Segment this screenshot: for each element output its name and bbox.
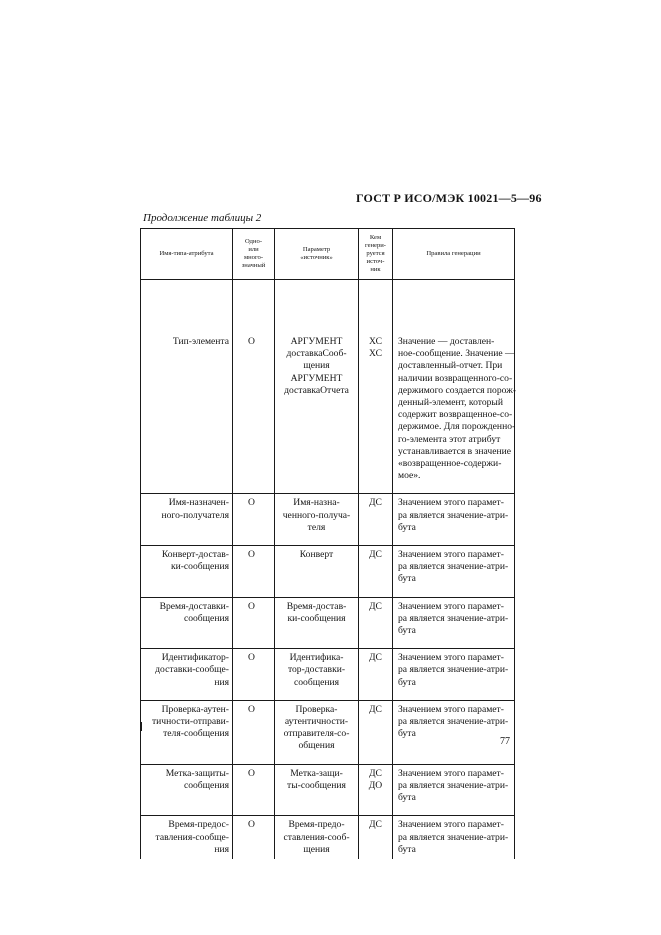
cell-text-line: ра является значение-атри-	[398, 664, 509, 676]
generation-rule-cell	[393, 764, 515, 807]
cell-text-line: ния	[214, 843, 229, 855]
cell-text-line: бута	[398, 573, 416, 585]
cell-text-line: О	[248, 819, 255, 831]
page-number: 77	[500, 736, 510, 747]
spacer-cell	[275, 589, 359, 598]
source-parameter-cell	[275, 700, 359, 755]
row-spacer	[141, 589, 515, 598]
cell-text-line: ставления-сооб-	[283, 831, 350, 843]
spacer-cell	[141, 640, 233, 649]
multiplicity-cell	[233, 597, 275, 640]
cell-text-line: ра является значение-атри-	[398, 831, 509, 843]
generation-rules-table	[140, 228, 515, 859]
attribute-name-cell	[141, 494, 233, 537]
spacer-cell	[141, 807, 233, 816]
generator-cell	[359, 764, 393, 807]
cell-text-line: Имя-назна-	[293, 497, 340, 509]
table-row	[141, 649, 515, 692]
cell-text-line: бута	[398, 521, 416, 533]
cell-text-line: сообщения	[183, 612, 229, 624]
cell-text-line: ра является значение-атри-	[398, 779, 509, 791]
cell-text-line: наличии возвращенного-со-	[398, 372, 513, 384]
cell-text-line: Значением этого парамет-	[398, 549, 504, 561]
spacer-cell	[359, 589, 393, 598]
spacer-cell	[275, 807, 359, 816]
cell-text-line: Имя-назначен-	[168, 497, 229, 509]
column-header-line: источ-	[366, 258, 385, 265]
cell-text-line: денный-элемент, который	[398, 397, 503, 409]
attribute-name-cell	[141, 700, 233, 755]
generator-cell	[359, 649, 393, 692]
cell-text-line: ра является значение-атри-	[398, 612, 509, 624]
spacer-cell	[359, 537, 393, 546]
spacer-cell	[275, 537, 359, 546]
cell-text-line: ДС	[369, 600, 382, 612]
cell-text-line: АРГУМЕНТ	[290, 336, 343, 347]
cell-text-line: ния	[214, 676, 229, 688]
generator-cell	[359, 700, 393, 755]
cell-text-line: сообщения	[293, 676, 340, 688]
spacer-cell	[141, 589, 233, 598]
spacer-cell	[393, 537, 515, 546]
cell-text-line: бута	[398, 792, 416, 804]
row-spacer	[141, 640, 515, 649]
generation-rule-cell	[393, 649, 515, 692]
cell-text-line: О	[248, 336, 255, 347]
spacer-cell	[141, 756, 233, 765]
cell-text-line: Проверка-аутен-	[161, 703, 229, 715]
multiplicity-cell	[233, 280, 275, 486]
cell-text-line: ра является значение-атри-	[398, 509, 509, 521]
spacer-cell	[233, 640, 275, 649]
spacer-cell	[141, 537, 233, 546]
multiplicity-cell	[233, 700, 275, 755]
cell-text-line: Значение — доставлен-	[398, 336, 495, 347]
spacer-cell	[275, 756, 359, 765]
spacer-cell	[359, 692, 393, 701]
table-row	[141, 764, 515, 807]
generation-rule-cell	[393, 816, 515, 859]
cell-text-line: ра является значение-атри-	[398, 716, 509, 728]
cell-text-line: Проверка-	[295, 703, 338, 715]
spacer-cell	[275, 692, 359, 701]
spacer-cell	[359, 640, 393, 649]
cell-text-line: Идентификатор-	[161, 652, 229, 664]
cell-text-line: бута	[398, 728, 416, 740]
cell-text-line: сообщения	[183, 779, 229, 791]
cell-text-line: щения	[303, 843, 330, 855]
row-spacer	[141, 807, 515, 816]
cell-text-line: отправителя-со-	[283, 728, 350, 740]
cell-text-line: общения	[298, 740, 335, 752]
attribute-name-cell	[141, 280, 233, 486]
source-parameter-cell	[275, 546, 359, 589]
column-header-line: «источник»	[300, 254, 333, 261]
spacer-cell	[233, 807, 275, 816]
cell-text-line: тичности-отправи-	[151, 716, 229, 728]
row-spacer	[141, 756, 515, 765]
cell-text-line: ДС	[369, 652, 382, 664]
source-parameter-cell	[275, 649, 359, 692]
cell-text-line: держимое. Для порожденно-	[398, 421, 516, 433]
cell-text-line: ки-сообщения	[287, 612, 346, 624]
row-spacer	[141, 692, 515, 701]
cell-text-line: Значением этого парамет-	[398, 497, 504, 509]
cell-text-line: аутентичности-	[284, 716, 349, 728]
column-header-rules	[393, 229, 515, 280]
cell-text-line: Метка-защиты-	[165, 767, 229, 779]
column-header-line: Кем	[369, 234, 382, 241]
cell-text-line: ХС	[369, 348, 382, 360]
attribute-name-cell	[141, 597, 233, 640]
generator-cell	[359, 494, 393, 537]
multiplicity-cell	[233, 764, 275, 807]
cell-text-line: О	[248, 703, 255, 715]
column-header-attribute	[141, 229, 233, 280]
row-spacer	[141, 537, 515, 546]
cell-text-line: О	[248, 767, 255, 779]
spacer-cell	[233, 589, 275, 598]
cell-text-line: Значением этого парамет-	[398, 703, 504, 715]
cell-text-line: ДС	[369, 549, 382, 561]
spacer-cell	[233, 692, 275, 701]
spacer-cell	[275, 640, 359, 649]
spacer-cell	[233, 537, 275, 546]
spacer-cell	[233, 756, 275, 765]
cell-text-line: го-элемента этот атрибут	[398, 433, 501, 445]
cell-text-line: щения	[303, 360, 330, 372]
cell-text-line: АРГУМЕНТ	[290, 372, 343, 384]
spacer-cell	[393, 756, 515, 765]
document-header: ГОСТ Р ИСО/МЭК 10021—5—96	[356, 191, 542, 205]
cell-text-line: мое».	[398, 470, 421, 482]
column-header-generator	[359, 229, 393, 280]
multiplicity-cell	[233, 494, 275, 537]
table-row	[141, 816, 515, 859]
table-row	[141, 700, 515, 755]
cell-text-line: ДС	[369, 703, 382, 715]
column-header-line: Параметр	[302, 246, 331, 253]
cell-text-line: Значением этого парамет-	[398, 767, 504, 779]
cell-text-line: О	[248, 652, 255, 664]
column-header-line: Имя-типа-атрибута	[159, 250, 214, 257]
column-header-line: значный	[241, 262, 266, 269]
cell-text-line: ХС	[369, 336, 382, 347]
column-header-line: Правила генерации	[426, 250, 481, 257]
source-parameter-cell	[275, 280, 359, 486]
cell-text-line: Метка-защи-	[290, 767, 343, 779]
cell-text-line: Время-доставки-	[159, 600, 229, 612]
cell-text-line: теля	[307, 521, 326, 533]
spacer-cell	[359, 485, 393, 494]
cell-text-line: тор-доставки-	[287, 664, 346, 676]
multiplicity-cell	[233, 649, 275, 692]
source-parameter-cell	[275, 494, 359, 537]
spacer-cell	[393, 640, 515, 649]
cell-text-line: доставкаСооб-	[286, 348, 347, 360]
source-parameter-cell	[275, 816, 359, 859]
attribute-name-cell	[141, 764, 233, 807]
spacer-cell	[359, 756, 393, 765]
cell-text-line: ное-сообщение. Значение —	[398, 348, 515, 360]
spacer-cell	[141, 485, 233, 494]
generator-cell	[359, 816, 393, 859]
cell-text-line: устанавливается в значение	[398, 445, 511, 457]
table-row	[141, 546, 515, 589]
attribute-name-cell	[141, 816, 233, 859]
spacer-cell	[233, 485, 275, 494]
table-row	[141, 597, 515, 640]
generation-rule-cell	[393, 597, 515, 640]
cell-text-line: Время-достав-	[286, 600, 347, 612]
cell-text-line: бута	[398, 625, 416, 637]
cell-text-line: «возвращенное-содержи-	[398, 458, 502, 470]
column-header-multiplicity	[233, 229, 275, 280]
table-row	[141, 280, 515, 486]
column-header-line: много-	[243, 254, 264, 261]
generation-rule-cell	[393, 700, 515, 755]
spacer-cell	[141, 692, 233, 701]
source-parameter-cell	[275, 764, 359, 807]
column-header-line: ник	[370, 266, 381, 273]
cell-text-line: Значением этого парамет-	[398, 819, 504, 831]
attribute-name-cell	[141, 546, 233, 589]
cell-text-line: Значением этого парамет-	[398, 652, 504, 664]
spacer-cell	[393, 485, 515, 494]
cell-text-line: Время-предос-	[168, 819, 229, 831]
source-parameter-cell	[275, 597, 359, 640]
cell-text-line: ДС	[369, 497, 382, 509]
generation-rule-cell	[393, 546, 515, 589]
generation-rule-cell	[393, 280, 515, 486]
generation-rule-cell	[393, 494, 515, 537]
multiplicity-cell	[233, 546, 275, 589]
spacer-cell	[393, 807, 515, 816]
cell-text-line: Время-предо-	[288, 819, 345, 831]
cell-text-line: тавления-сообще-	[155, 831, 229, 843]
cell-text-line: Тип-элемента	[172, 336, 229, 347]
cell-text-line: ты-сообщения	[287, 779, 346, 791]
column-header-line: Одно-	[244, 238, 263, 245]
cell-text-line: доставленный-отчет. При	[398, 360, 503, 372]
cell-text-line: Конверт	[299, 549, 334, 561]
spacer-cell	[393, 589, 515, 598]
cell-text-line: бута	[398, 843, 416, 855]
cell-text-line: О	[248, 549, 255, 561]
spacer-cell	[275, 485, 359, 494]
cell-text-line: бута	[398, 676, 416, 688]
spacer-cell	[359, 807, 393, 816]
cell-text-line: Значением этого парамет-	[398, 600, 504, 612]
cell-text-line: держимого создается порож-	[398, 384, 517, 396]
multiplicity-cell	[233, 816, 275, 859]
column-header-source-parameter	[275, 229, 359, 280]
cell-text-line: ДС	[369, 767, 382, 779]
column-header-line: генери-	[364, 242, 387, 249]
table-caption: Продолжение таблицы 2	[143, 212, 262, 224]
cell-text-line: доставкаОтчета	[284, 384, 349, 396]
generator-cell	[359, 546, 393, 589]
cell-text-line: ки-сообщения	[170, 561, 229, 573]
column-header-line: руется	[366, 250, 385, 257]
cell-text-line: содержит возвращенное-со-	[398, 409, 513, 421]
cell-text-line: Идентифика-	[289, 652, 344, 664]
cell-text-line: О	[248, 497, 255, 509]
table-row	[141, 494, 515, 537]
row-continuation-mark	[141, 722, 142, 731]
cell-text-line: теля-сообщения	[163, 728, 229, 740]
cell-text-line: ДС	[369, 819, 382, 831]
cell-text-line: ДО	[368, 779, 383, 791]
table-header-row	[141, 229, 515, 280]
row-spacer	[141, 485, 515, 494]
spacer-cell	[393, 692, 515, 701]
generator-cell	[359, 280, 393, 486]
attribute-name-cell	[141, 649, 233, 692]
cell-text-line: доставки-сообще-	[155, 664, 229, 676]
cell-text-line: Конверт-достав-	[161, 549, 229, 561]
cell-text-line: ного-получателя	[161, 509, 229, 521]
column-header-line: или	[248, 246, 259, 253]
cell-text-line: О	[248, 600, 255, 612]
generator-cell	[359, 597, 393, 640]
cell-text-line: ра является значение-атри-	[398, 561, 509, 573]
cell-text-line: ченного-получа-	[282, 509, 351, 521]
